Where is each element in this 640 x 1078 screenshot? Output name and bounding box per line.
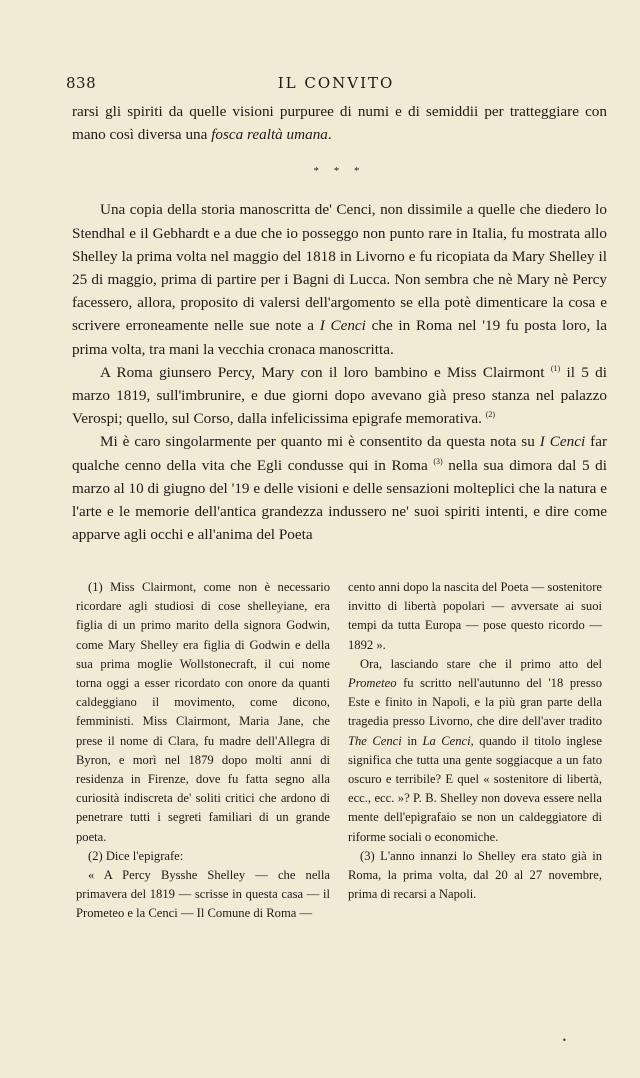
- footnotes-left-column: [76, 578, 330, 924]
- footnote-ref-2: (2): [485, 410, 496, 420]
- continuation-paragraph: rarsi gli spiriti da quelle visioni purpuree di numi e di semiddii per tratteggiare con mano così diversa una fosca realtà umana.: [72, 103, 607, 144]
- paragraph-1: Una copia della storia manoscritta de' Cenci, non dissimile a quelle che diedero lo Stendhal e il Gebhardt e a due che io posseggo non punto rare in Italia, fu mostrata allo Shelley la prima volta nel maggio del 1818 in Livorno e fu ricopiata da Mary Shelley il 25 di maggio, prima di partire per i Bagni di Lucca. Non sembra che nè Mary nè Percy facessero, allora, proposito di valersi dell'argomento se ella potè dimenticare la cosa e scrivere erroneamente nelle sue note a I Cenci che in Roma nel '19 fu posta loro, la prima volta, tra mani la vecchia cronaca manoscritta.: [72, 201, 607, 358]
- footnote-2-epigraph: « A Percy Bysshe Shelley — che nella primavera del 1819 — scrisse in questa casa — il Prometeo e la Cenci — Il Comune di Roma —: [76, 868, 330, 921]
- footnote-1: (1) Miss Clairmont, come non è necessario ricordare agli studiosi di cose shelleyiane, era figlia di un primo marito della signora Godwin, come Mary Shelley era figlia di Godwin e della sua prima moglie Wollstonecraft, il cui nome torna oggi a esser ricordato con onore da quanti caldeggiano il movimento, come dicono, femministi. Miss Clairmont, Maria Jane, che prese il nome di Clara, fu madre dell'Allegra di Byron, e morì nel 1879 dopo molti anni di residenza in Firenze, dove fu fatta segno alla curiosità indiscreta de' soliti critici che ardono di penetrare tutti i segreti familiari di un grande poeta.: [76, 580, 330, 844]
- paragraph-3: Mi è caro singolarmente per quanto mi è consentito da questa nota su I Cenci far qualche cenno della vita che Egli condusse qui in Roma $^{(3)}$ nella sua dimora dal 5 di marzo al 10 di giugno del '19 e delle visioni e delle sensazioni molteplici che la natura e l'arte e le memorie dell'antica grandezza indussero ne' suoi spiriti intenti, e dire come apparve agli occhi e all'anima del Poeta: [72, 433, 607, 544]
- footnote-3: (3) L'anno innanzi lo Shelley era stato già in Roma, la prima volta, dal 20 al 27 novembre, prima di recarsi a Napoli.: [348, 848, 602, 902]
- footnote-ref-1: (1): [550, 363, 561, 373]
- footnote-2-epigraph-continued: cento anni dopo la nascita del Poeta — sostenitore invitto di libertà popolari — avversate ai suoi tempi da tutta Europa — pose questo ricordo — 1892 ».: [348, 580, 602, 652]
- footnotes-right-column: [348, 578, 602, 904]
- print-mark: •: [562, 1036, 567, 1045]
- footnote-ref-3: (3): [433, 456, 443, 466]
- running-title: IL CONVITO: [277, 74, 395, 92]
- page-number: 838: [66, 74, 97, 92]
- paragraph-2: A Roma giunsero Percy, Mary con il loro bambino e Miss Clairmont $^{(1)}$ il 5 di marzo 1819, sull'imbrunire, e due giorni dopo avevano già preso stanza nel palazzo Verospi; quello, sul Corso, dalla infelicissima epigrafe memorativa. $^{(2)}$: [72, 363, 607, 428]
- footnote-2-intro: (2) Dice l'epigrafe:: [88, 848, 184, 863]
- section-break: * * *: [313, 165, 366, 178]
- footnote-2-comment: Ora, lasciando stare che il primo atto del Prometeo fu scritto nell'autunno del '18 presso Este e finito in Napoli, e la più gran parte della tragedia presso Livorno, che dire dell'aver tradito The Cenci in La Cenci, quando il titolo inglese significa che tutta una gente soggiacque a un fato oscuro e terribile? E quel « sostenitore di libertà, ecc., ecc. »? P. B. Shelley non doveva essere nella mente dell'epigrafaio se non un caldeggiatore di riforme sociali o economiche.: [348, 656, 603, 844]
- main-text: [72, 100, 607, 546]
- page-header: [66, 74, 606, 96]
